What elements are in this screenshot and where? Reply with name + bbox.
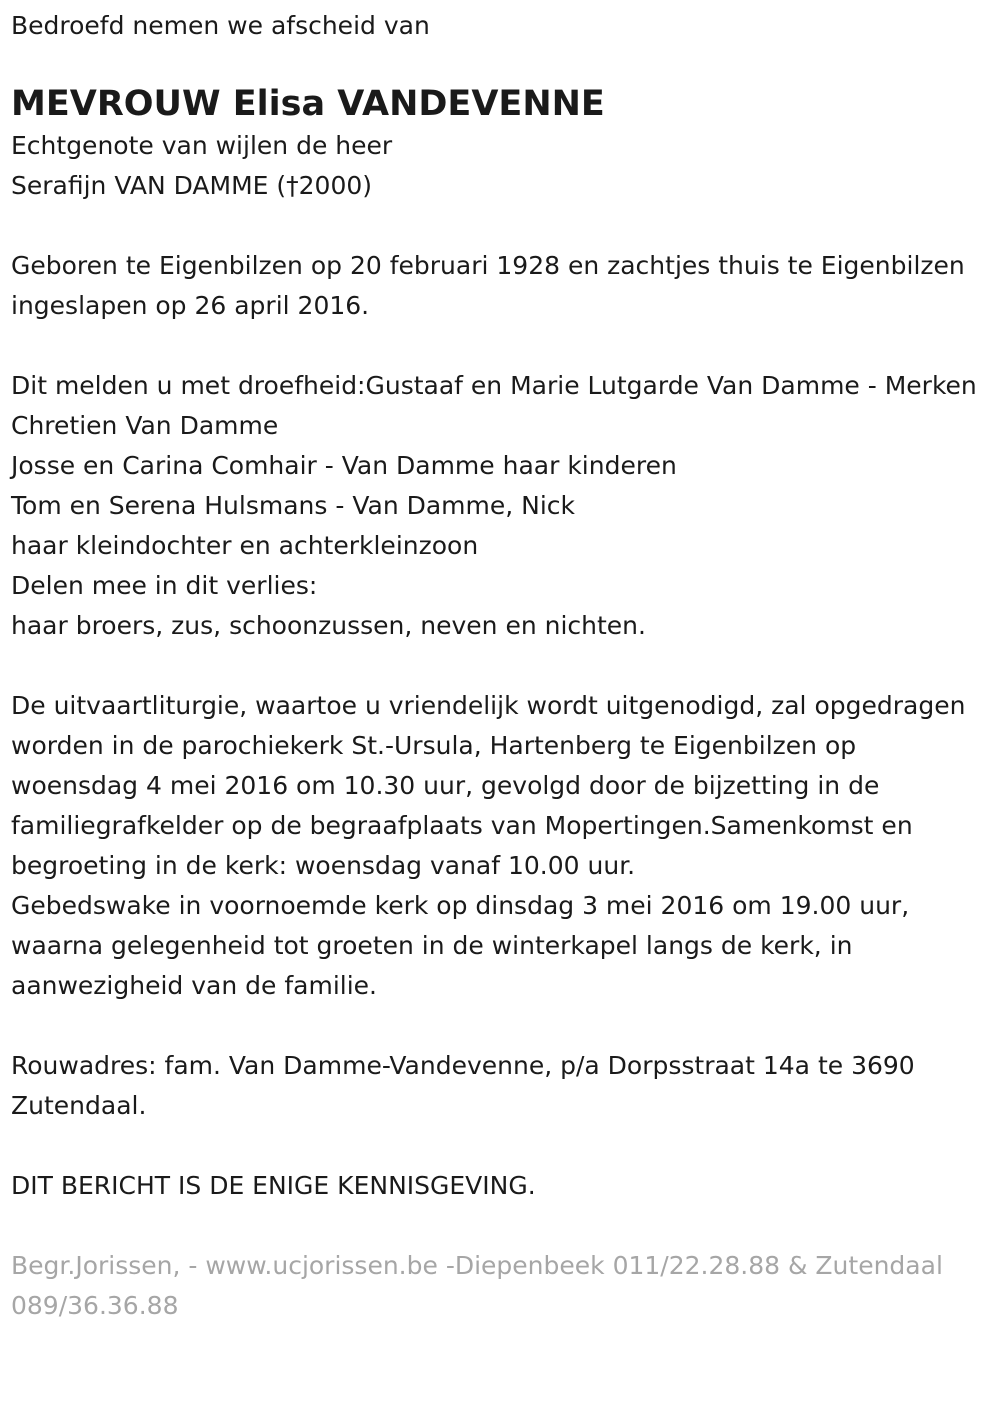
funeral-liturgy-text: De uitvaartliturgie, waartoe u vriendelijk wordt uitgenodigd, zal opgedragen worden in de parochiekerk St.-Ursula, Hartenberg te Eigenbilzen op woensdag 4 mei 2016 om 10.30 uur, gevolgd door de bijzetting in de familiegrafkelder op de begraafplaats van Mopertingen.Samenkomst en begroeting in de kerk: woensdag vanaf 10.00 uur.	[11, 691, 974, 880]
spouse-block	[11, 126, 986, 206]
mourning-address: Rouwadres: fam. Van Damme-Vandevenne, p/a Dorpsstraat 14a te 3690 Zutendaal.	[11, 1051, 923, 1120]
sole-notice-text: DIT BERICHT IS DE ENIGE KENNISGEVING.	[11, 1171, 536, 1200]
family-line: haar kleindochter en achterkleinzoon	[11, 531, 479, 560]
family-block	[11, 366, 986, 646]
family-line: Dit melden u met droefheid:Gustaaf en Marie Lutgarde Van Damme - Merken	[11, 371, 977, 400]
deceased-name: MEVROUW Elisa VANDEVENNE	[11, 84, 605, 124]
prayer-vigil-text: Gebedswake in voornoemde kerk op dinsdag 3 mei 2016 om 19.00 uur, waarna gelegenheid tot groeten in de winterkapel langs de kerk, in aanwezigheid van de familie.	[11, 891, 918, 1000]
spouse-line-2: Serafijn VAN DAMME (†2000)	[11, 171, 373, 200]
funeral-home-footer: Begr.Jorissen, - www.ucjorissen.be -Diepenbeek 011/22.28.88 & Zutendaal 089/36.36.88	[11, 1251, 951, 1320]
spouse-line-1: Echtgenote van wijlen de heer	[11, 131, 393, 160]
family-line: Chretien Van Damme	[11, 411, 279, 440]
family-line: Tom en Serena Hulsmans - Van Damme, Nick	[11, 491, 576, 520]
intro-text: Bedroefd nemen we afscheid van	[11, 11, 430, 40]
obituary-notice	[11, 6, 986, 1326]
birth-death-text: Geboren te Eigenbilzen op 20 februari 1928 en zachtjes thuis te Eigenbilzen ingeslapen op 26 april 2016.	[11, 251, 973, 320]
family-line: Delen mee in dit verlies:	[11, 571, 318, 600]
funeral-block	[11, 686, 986, 1006]
family-line: haar broers, zus, schoonzussen, neven en nichten.	[11, 611, 646, 640]
family-line: Josse en Carina Comhair - Van Damme haar kinderen	[11, 451, 677, 480]
